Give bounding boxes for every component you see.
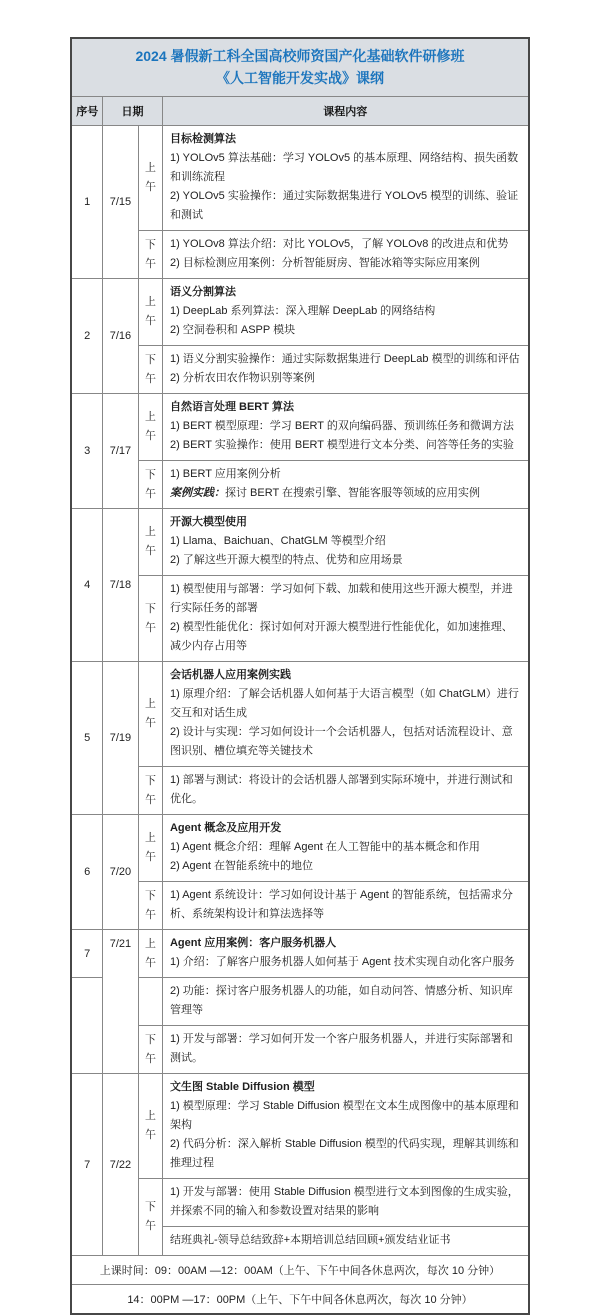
content-item: 2) 分析农田农作物识别等案例 xyxy=(169,372,315,384)
time-cell-morning: 上午 xyxy=(138,815,162,882)
class-time-note-1: 上课时间：09：00AM —12：00AM（上午、下午中间各休息两次，每次 10 分钟） xyxy=(71,1256,528,1285)
content-item: 1) 原理介绍：了解会话机器人如何基于大语言模型（如 ChatGLM）进行交互和对话生成 xyxy=(169,688,519,719)
table-row xyxy=(71,1285,528,1315)
course-heading: 会话机器人应用案例实践 xyxy=(169,669,291,681)
time-cell-afternoon: 下午 xyxy=(138,767,162,815)
content-cell xyxy=(162,815,528,882)
table-header-row xyxy=(71,97,528,126)
content-cell xyxy=(162,279,528,346)
content-cell xyxy=(162,346,528,394)
date-cell: 7/15 xyxy=(102,126,138,279)
content-cell xyxy=(162,126,528,231)
seq-cell: 7 xyxy=(71,1074,102,1256)
time-cell-morning: 上午 xyxy=(138,1074,162,1179)
date-cell: 7/18 xyxy=(102,509,138,662)
content-item: 1) 部署与测试：将设计的会话机器人部署到实际环境中，并进行测试和优化。 xyxy=(169,774,513,805)
content-cell xyxy=(162,1074,528,1179)
header-date: 日期 xyxy=(102,97,162,126)
date-cell: 7/19 xyxy=(102,662,138,815)
content-item: 1) Agent 系统设计：学习如何设计基于 Agent 的智能系统，包括需求分析、系统架构设计和算法选择等 xyxy=(169,889,513,920)
content-item: 1) 模型原理：学习 Stable Diffusion 模型在文本生成图像中的基本原理和架构 xyxy=(169,1100,519,1131)
course-heading: 开源大模型使用 xyxy=(169,516,247,528)
content-cell xyxy=(162,978,528,1026)
content-cell xyxy=(162,1179,528,1227)
content-item: 1) YOLOv8 算法介绍：对比 YOLOv5，了解 YOLOv8 的改进点和优势 xyxy=(169,238,509,250)
class-time-note-2: 14：00PM —17：00PM（上午、下午中间各休息两次，每次 10 分钟） xyxy=(71,1285,528,1315)
content-item: 1) 开发与部署：使用 Stable Diffusion 模型进行文本到图像的生成实验，并探索不同的输入和参数设置对结果的影响 xyxy=(169,1186,519,1217)
time-cell-empty xyxy=(138,978,162,1026)
content-cell xyxy=(162,509,528,576)
time-cell-morning: 上午 xyxy=(138,509,162,576)
table-row xyxy=(71,1026,528,1074)
content-item: 2) 代码分析：深入解析 Stable Diffusion 模型的代码实现，理解其训练和推理过程 xyxy=(169,1138,519,1169)
course-heading: 语义分割算法 xyxy=(169,286,236,298)
time-cell-afternoon: 下午 xyxy=(138,1026,162,1074)
title-line-2: 《人工智能开发实战》课纲 xyxy=(215,70,384,86)
date-cell: 7/20 xyxy=(102,815,138,930)
table-row xyxy=(71,1179,528,1227)
content-item: 2) 了解这些开源大模型的特点、优势和应用场景 xyxy=(169,554,403,566)
seq-cell: 7 xyxy=(71,930,102,978)
seq-cell: 2 xyxy=(71,279,102,394)
content-cell xyxy=(162,576,528,662)
content-item: 结班典礼-领导总结致辞+本期培训总结回顾+颁发结业证书 xyxy=(169,1234,451,1246)
course-heading: 文生图 Stable Diffusion 模型 xyxy=(169,1081,315,1093)
seq-cell: 6 xyxy=(71,815,102,930)
time-cell-afternoon: 下午 xyxy=(138,1179,162,1256)
emphasis-label: 案例实践： xyxy=(169,487,225,499)
content-cell xyxy=(162,882,528,930)
content-item: 1) Llama、Baichuan、ChatGLM 等模型介绍 xyxy=(169,535,386,547)
table-row xyxy=(71,461,528,509)
date-cell: 7/21 xyxy=(102,930,138,1074)
course-heading: Agent 概念及应用开发 xyxy=(169,822,282,834)
time-cell-morning: 上午 xyxy=(138,662,162,767)
content-cell xyxy=(162,461,528,509)
table-row xyxy=(71,279,528,346)
time-cell-morning: 上午 xyxy=(138,394,162,461)
content-item: 2) YOLOv5 实验操作：通过实际数据集进行 YOLOv5 模型的训练、验证和测试 xyxy=(169,190,519,221)
course-heading: Agent 应用案例：客户服务机器人 xyxy=(169,937,337,949)
content-item: 1) DeepLab 系列算法：深入理解 DeepLab 的网络结构 xyxy=(169,305,436,317)
content-item: 2) 模型性能优化：探讨如何对开源大模型进行性能优化，如加速推理、减少内存占用等 xyxy=(169,621,513,652)
table-row xyxy=(71,662,528,767)
table-row xyxy=(71,930,528,978)
table-row xyxy=(71,231,528,279)
table-row xyxy=(71,1074,528,1179)
date-cell: 7/17 xyxy=(102,394,138,509)
time-cell-afternoon: 下午 xyxy=(138,346,162,394)
content-item: 1) Agent 概念介绍：理解 Agent 在人工智能中的基本概念和作用 xyxy=(169,841,480,853)
content-item: 1) 开发与部署：学习如何开发一个客户服务机器人，并进行实际部署和测试。 xyxy=(169,1033,513,1064)
header-seq: 序号 xyxy=(71,97,102,126)
content-cell xyxy=(162,930,528,978)
course-heading: 自然语言处理 BERT 算法 xyxy=(169,401,295,413)
content-item: 1) BERT 模型原理：学习 BERT 的双向编码器、预训练任务和微调方法 xyxy=(169,420,514,432)
table-row xyxy=(71,346,528,394)
seq-cell-empty xyxy=(71,978,102,1074)
document-title xyxy=(71,38,528,97)
content-item: 2) BERT 实验操作：使用 BERT 模型进行文本分类、问答等任务的实验 xyxy=(169,439,514,451)
table-row xyxy=(71,394,528,461)
content-item: 2) 设计与实现：学习如何设计一个会话机器人，包括对话流程设计、意图识别、槽位填充等关键技术 xyxy=(169,726,513,757)
curriculum-table xyxy=(70,37,529,1315)
content-cell-ceremony xyxy=(162,1227,528,1256)
table-row xyxy=(71,126,528,231)
seq-cell: 4 xyxy=(71,509,102,662)
content-cell xyxy=(162,1026,528,1074)
time-cell-morning: 上午 xyxy=(138,126,162,231)
date-cell: 7/16 xyxy=(102,279,138,394)
content-item: 2) 功能：探讨客户服务机器人的功能，如自动问答、情感分析、知识库管理等 xyxy=(169,985,513,1016)
course-heading: 目标检测算法 xyxy=(169,133,236,145)
table-row xyxy=(71,767,528,815)
content-item-emphasis xyxy=(170,484,521,503)
time-cell-afternoon: 下午 xyxy=(138,231,162,279)
seq-cell: 5 xyxy=(71,662,102,815)
time-cell-morning: 上午 xyxy=(138,930,162,978)
table-row xyxy=(71,815,528,882)
time-cell-morning: 上午 xyxy=(138,279,162,346)
header-content: 课程内容 xyxy=(162,97,528,126)
content-item: 1) 模型使用与部署：学习如何下载、加载和使用这些开源大模型，并进行实际任务的部署 xyxy=(169,583,513,614)
table-row xyxy=(71,576,528,662)
seq-cell: 1 xyxy=(71,126,102,279)
emphasis-text: 探讨 BERT 在搜索引擎、智能客服等领域的应用实例 xyxy=(224,487,481,499)
content-item: 2) 目标检测应用案例：分析智能厨房、智能冰箱等实际应用案例 xyxy=(169,257,480,269)
content-item: 1) 语义分割实验操作：通过实际数据集进行 DeepLab 模型的训练和评估 xyxy=(169,353,520,365)
content-item: 2) 空洞卷积和 ASPP 模块 xyxy=(169,324,296,336)
content-cell xyxy=(162,231,528,279)
seq-cell: 3 xyxy=(71,394,102,509)
table-row xyxy=(71,1256,528,1285)
table-row xyxy=(71,882,528,930)
content-item: 2) Agent 在智能系统中的地位 xyxy=(169,860,314,872)
table-row xyxy=(71,978,528,1026)
content-item: 1) YOLOv5 算法基础：学习 YOLOv5 的基本原理、网络结构、损失函数和训练流程 xyxy=(169,152,519,183)
content-cell xyxy=(162,394,528,461)
time-cell-afternoon: 下午 xyxy=(138,576,162,662)
date-cell: 7/22 xyxy=(102,1074,138,1256)
content-item: 1) BERT 应用案例分析 xyxy=(169,468,281,480)
content-cell xyxy=(162,767,528,815)
time-cell-afternoon: 下午 xyxy=(138,882,162,930)
content-cell xyxy=(162,662,528,767)
content-item: 1) 介绍：了解客户服务机器人如何基于 Agent 技术实现自动化客户服务 xyxy=(169,956,515,968)
time-cell-afternoon: 下午 xyxy=(138,461,162,509)
table-row xyxy=(71,509,528,576)
title-line-1: 2024 暑假新工科全国高校师资国产化基础软件研修班 xyxy=(135,48,465,64)
